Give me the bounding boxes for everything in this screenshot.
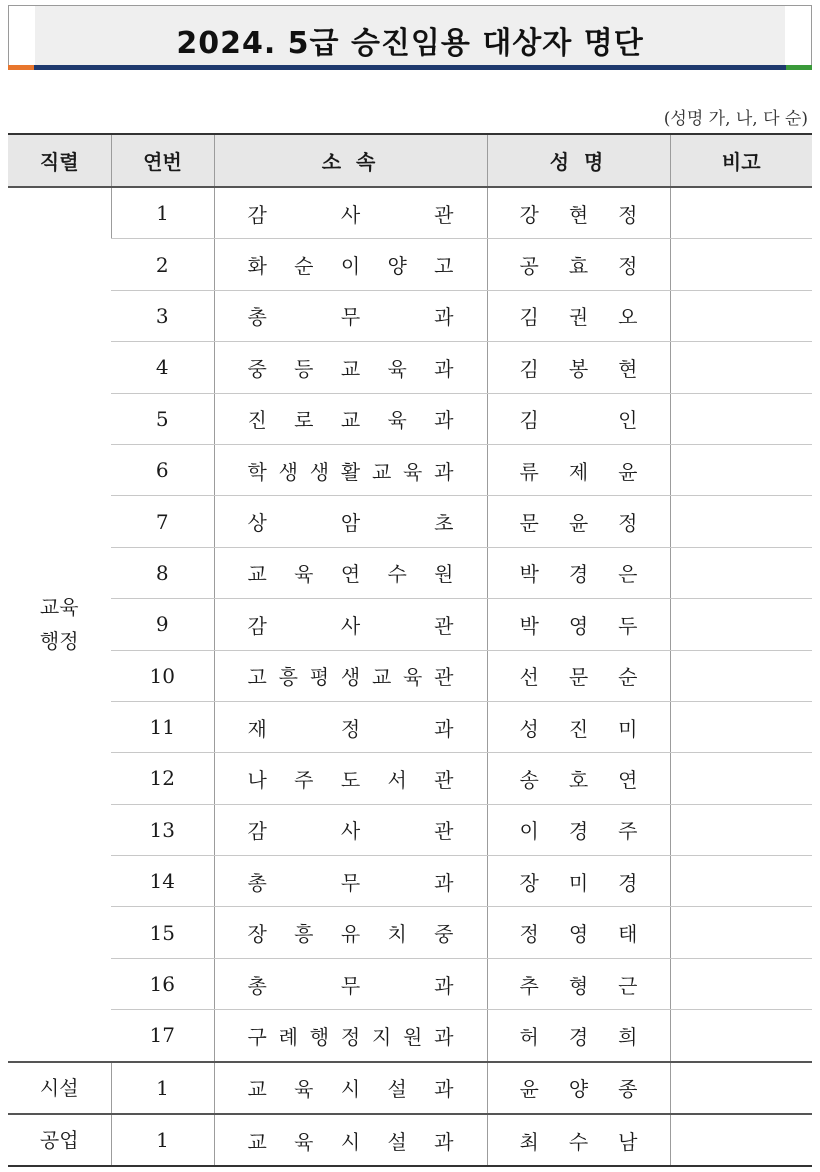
department-cell — [214, 547, 487, 598]
department-cell — [214, 444, 487, 495]
row-number: 4 — [155, 355, 169, 380]
person-name: 윤 양 종 — [519, 1077, 638, 1102]
person-name: 허 경 희 — [519, 1024, 638, 1049]
header-remarks: 비고 — [670, 134, 812, 187]
title-background — [35, 6, 785, 66]
department: 재 정 과 — [247, 716, 454, 741]
row-number-cell — [111, 1114, 214, 1166]
table-row — [8, 239, 812, 290]
title-banner — [8, 5, 812, 67]
department: 감 사 관 — [247, 613, 454, 638]
person-name-cell — [487, 1114, 670, 1166]
accent-bar-green — [786, 65, 812, 70]
remarks-cell — [670, 856, 812, 907]
department: 장 흥 유 치 중 — [247, 922, 454, 947]
row-number: 13 — [149, 817, 175, 842]
row-number: 17 — [149, 1023, 175, 1048]
row-number-cell — [111, 187, 214, 239]
row-number-cell — [111, 958, 214, 1009]
department-cell — [214, 599, 487, 650]
person-name-cell — [487, 599, 670, 650]
person-name-cell — [487, 187, 670, 239]
row-number: 6 — [155, 458, 169, 483]
person-name: 이 경 주 — [519, 819, 638, 844]
department: 감 사 관 — [247, 202, 454, 227]
person-name: 최 수 남 — [519, 1129, 638, 1154]
person-name-cell — [487, 547, 670, 598]
remarks-cell — [670, 1114, 812, 1166]
department-cell — [214, 907, 487, 958]
row-number: 10 — [149, 663, 175, 688]
row-number-cell — [111, 753, 214, 804]
page-title: 2024. 5급 승진임용 대상자 명단 — [176, 26, 644, 61]
person-name-cell — [487, 290, 670, 341]
department: 나 주 도 서 관 — [247, 767, 454, 792]
department: 총 무 과 — [247, 973, 454, 998]
header-department: 소 속 — [214, 134, 487, 187]
person-name: 공 효 정 — [519, 254, 638, 279]
accent-bar-orange — [8, 65, 34, 70]
department-cell — [214, 958, 487, 1009]
person-name: 추 형 근 — [519, 973, 638, 998]
department-cell — [214, 1114, 487, 1166]
row-number: 8 — [155, 560, 169, 585]
table-row — [8, 599, 812, 650]
department-cell — [214, 804, 487, 855]
person-name-cell — [487, 650, 670, 701]
department: 총 무 과 — [247, 305, 454, 330]
series-cell — [8, 1114, 111, 1166]
department: 구 례 행 정 지 원 과 — [247, 1024, 454, 1049]
remarks-cell — [670, 1010, 812, 1062]
person-name: 강 현 정 — [519, 202, 638, 227]
row-number: 9 — [155, 612, 169, 637]
person-name-cell — [487, 856, 670, 907]
table-row — [8, 496, 812, 547]
row-number: 11 — [149, 715, 175, 740]
department-cell — [214, 856, 487, 907]
person-name-cell — [487, 907, 670, 958]
person-name: 류 제 윤 — [519, 459, 638, 484]
remarks-cell — [670, 650, 812, 701]
row-number: 3 — [155, 303, 169, 328]
header-series: 직렬 — [8, 134, 111, 187]
department-cell — [214, 650, 487, 701]
department: 화 순 이 양 고 — [247, 254, 454, 279]
table-row — [8, 290, 812, 341]
person-name-cell — [487, 1010, 670, 1062]
remarks-cell — [670, 444, 812, 495]
person-name: 성 진 미 — [519, 716, 638, 741]
row-number-cell — [111, 393, 214, 444]
series-cell — [8, 1062, 111, 1114]
row-number-cell — [111, 444, 214, 495]
sort-order-note: (성명 가, 나, 다 순) — [663, 109, 808, 129]
row-number: 7 — [155, 509, 169, 534]
row-number: 5 — [155, 406, 169, 431]
series-label: 공업 — [39, 1128, 79, 1153]
table-row — [8, 342, 812, 393]
person-name-cell — [487, 239, 670, 290]
department: 교 육 시 설 과 — [247, 1129, 454, 1154]
department-cell — [214, 393, 487, 444]
person-name-cell — [487, 701, 670, 752]
department: 상 암 초 — [247, 511, 454, 536]
row-number: 2 — [155, 252, 169, 277]
department: 교 육 연 수 원 — [247, 562, 454, 587]
person-name: 박 경 은 — [519, 562, 638, 587]
row-number-cell — [111, 290, 214, 341]
series-label: 교육 행정 — [39, 595, 79, 654]
remarks-cell — [670, 496, 812, 547]
table-row — [8, 650, 812, 701]
person-name: 김 권 오 — [519, 305, 638, 330]
person-name-cell — [487, 342, 670, 393]
row-number: 14 — [149, 869, 175, 894]
table-row — [8, 701, 812, 752]
person-name: 박 영 두 — [519, 613, 638, 638]
department-cell — [214, 701, 487, 752]
department-cell — [214, 187, 487, 239]
header-name: 성 명 — [487, 134, 670, 187]
row-number-cell — [111, 239, 214, 290]
table-row — [8, 1010, 812, 1062]
row-number-cell — [111, 804, 214, 855]
remarks-cell — [670, 1062, 812, 1114]
person-name-cell — [487, 444, 670, 495]
table-row — [8, 393, 812, 444]
series-label: 시설 — [39, 1075, 79, 1100]
department-cell — [214, 1062, 487, 1114]
person-name-cell — [487, 753, 670, 804]
header-number: 연번 — [111, 134, 214, 187]
table-row — [8, 1062, 812, 1114]
table-row — [8, 187, 812, 239]
department-cell — [214, 290, 487, 341]
row-number-cell — [111, 650, 214, 701]
row-number-cell — [111, 701, 214, 752]
table-row — [8, 1114, 812, 1166]
table-header-row — [8, 134, 812, 187]
table-row — [8, 547, 812, 598]
row-number: 16 — [149, 972, 175, 997]
row-number-cell — [111, 907, 214, 958]
row-number-cell — [111, 342, 214, 393]
row-number-cell — [111, 547, 214, 598]
person-name-cell — [487, 804, 670, 855]
person-name: 송 호 연 — [519, 767, 638, 792]
row-number: 1 — [156, 201, 169, 226]
remarks-cell — [670, 701, 812, 752]
remarks-cell — [670, 804, 812, 855]
remarks-cell — [670, 239, 812, 290]
remarks-cell — [670, 342, 812, 393]
row-number: 12 — [149, 766, 175, 791]
person-name: 선 문 순 — [519, 665, 638, 690]
remarks-cell — [670, 187, 812, 239]
row-number-cell — [111, 599, 214, 650]
remarks-cell — [670, 547, 812, 598]
row-number: 15 — [149, 920, 175, 945]
remarks-cell — [670, 393, 812, 444]
accent-bar-navy — [34, 65, 786, 70]
department-cell — [214, 239, 487, 290]
department-cell — [214, 496, 487, 547]
department: 총 무 과 — [247, 870, 454, 895]
person-name: 김 인 — [519, 408, 638, 433]
table-row — [8, 958, 812, 1009]
department: 진 로 교 육 과 — [247, 408, 454, 433]
row-number-cell — [111, 1062, 214, 1114]
row-number-cell — [111, 1010, 214, 1062]
table-row — [8, 804, 812, 855]
series-cell — [8, 187, 111, 1062]
department: 중 등 교 육 과 — [247, 356, 454, 381]
department: 감 사 관 — [247, 819, 454, 844]
person-name-cell — [487, 496, 670, 547]
remarks-cell — [670, 958, 812, 1009]
table-row — [8, 907, 812, 958]
person-name: 문 윤 정 — [519, 511, 638, 536]
department-cell — [214, 1010, 487, 1062]
row-number: 1 — [156, 1075, 169, 1100]
remarks-cell — [670, 290, 812, 341]
department: 고 흥 평 생 교 육 관 — [247, 665, 454, 690]
promotion-table — [8, 133, 812, 1167]
row-number-cell — [111, 496, 214, 547]
remarks-cell — [670, 907, 812, 958]
table-row — [8, 856, 812, 907]
table-row — [8, 753, 812, 804]
department-cell — [214, 342, 487, 393]
remarks-cell — [670, 753, 812, 804]
row-number-cell — [111, 856, 214, 907]
person-name: 김 봉 현 — [519, 356, 638, 381]
remarks-cell — [670, 599, 812, 650]
person-name-cell — [487, 1062, 670, 1114]
person-name: 장 미 경 — [519, 870, 638, 895]
table-row — [8, 444, 812, 495]
department-cell — [214, 753, 487, 804]
department: 학 생 생 활 교 육 과 — [247, 459, 454, 484]
person-name-cell — [487, 393, 670, 444]
person-name: 정 영 태 — [519, 922, 638, 947]
row-number: 1 — [156, 1128, 169, 1153]
department: 교 육 시 설 과 — [247, 1077, 454, 1102]
person-name-cell — [487, 958, 670, 1009]
